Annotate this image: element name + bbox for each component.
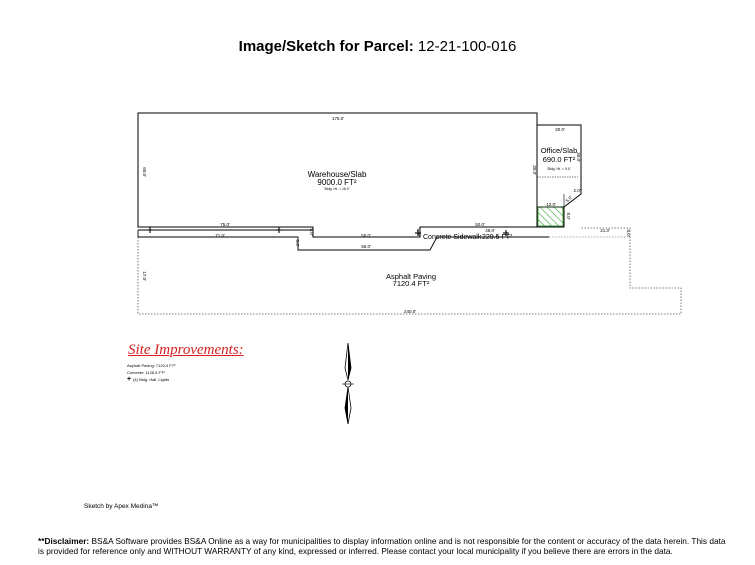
disclaimer-label: **Disclaimer: — [38, 536, 90, 546]
dim-sw-71: 71.0' — [215, 233, 225, 238]
dim-wh-bottom-right: 50.0' — [475, 222, 485, 227]
list-item: Concrete: 1126.5 FT² — [127, 370, 165, 375]
dim-sw-5c: 5.0' — [416, 228, 421, 236]
dim-ap-bottom: 240.0' — [403, 309, 417, 314]
site-improvements-list — [127, 362, 175, 383]
north-arrow-icon — [342, 343, 354, 424]
dim-sw-21: 21.0' — [600, 228, 610, 233]
disclaimer-text: BS&A Software provides BS&A Online as a way for municipalities to display information online and is not responsible for the content or accuracy of the data herein. This data is provided for reference only and WITHOUT WARRANTY of any kind, expressed or inferred. Please contact your local municipality if you believe there are errors in the data. — [38, 536, 726, 556]
site-improvements-heading: Site Improvements: — [128, 342, 244, 358]
dim-ap-left: 17.0' — [142, 271, 147, 281]
list-item: Asphalt Paving: 7120.4 FT² — [127, 363, 176, 368]
sketch-credit: Sketch by Apex Medina™ — [84, 503, 159, 510]
warehouse-name: Warehouse/Slab — [307, 170, 367, 179]
list-item: + (4) Bldg. Hall. Lights — [127, 376, 170, 383]
sidewalk-name: Concrete Sidewalk — [423, 234, 482, 241]
dim-sw-5a: 5.0' — [309, 228, 314, 236]
dim-office-right: 30.0' — [576, 152, 581, 162]
dim-office-c: 5.0' — [564, 194, 574, 204]
dim-ap-right: 5.0' — [626, 229, 631, 237]
warehouse-note: Bldg. Ht. = 16.0' — [324, 187, 350, 191]
dim-sw-48: 48.0' — [485, 228, 495, 233]
dim-wh-bottom-left: 75.0' — [220, 222, 230, 227]
title-lead: Image/Sketch for Parcel: — [238, 38, 414, 55]
office-note: Bldg. Ht. = 9.0' — [547, 167, 571, 171]
light-marker-icon: + — [127, 376, 132, 383]
sidewalk-area: 229.5 FT² — [482, 234, 513, 241]
office-name: Office/Slab — [540, 146, 578, 155]
disclaimer — [38, 536, 728, 556]
dim-sw-56: 56.0' — [361, 244, 371, 249]
dim-office-b: 8.0' — [566, 212, 571, 220]
dim-wh-right: 30.0' — [532, 165, 537, 175]
asphalt-outline — [138, 228, 681, 314]
dim-office-top: 20.0' — [555, 127, 565, 132]
dim-wh-left: 60.0' — [142, 167, 147, 177]
dim-sw-50: 50.0' — [361, 233, 371, 238]
dim-sw-5b: 5.0' — [295, 239, 300, 247]
office-area: 690.0 FT² — [542, 155, 576, 164]
dim-wh-top: 175.0' — [331, 116, 345, 121]
dim-office-d: 2.0' — [573, 188, 581, 193]
asphalt-area: 7120.4 FT² — [392, 279, 430, 288]
parcel-id: 12-21-100-016 — [417, 38, 517, 55]
office-hatch-area — [538, 207, 563, 226]
asphalt-name: Asphalt Paving — [385, 272, 437, 281]
warehouse-area: 9000.0 FT² — [317, 178, 357, 187]
dim-office-a: 12.0' — [546, 202, 556, 207]
